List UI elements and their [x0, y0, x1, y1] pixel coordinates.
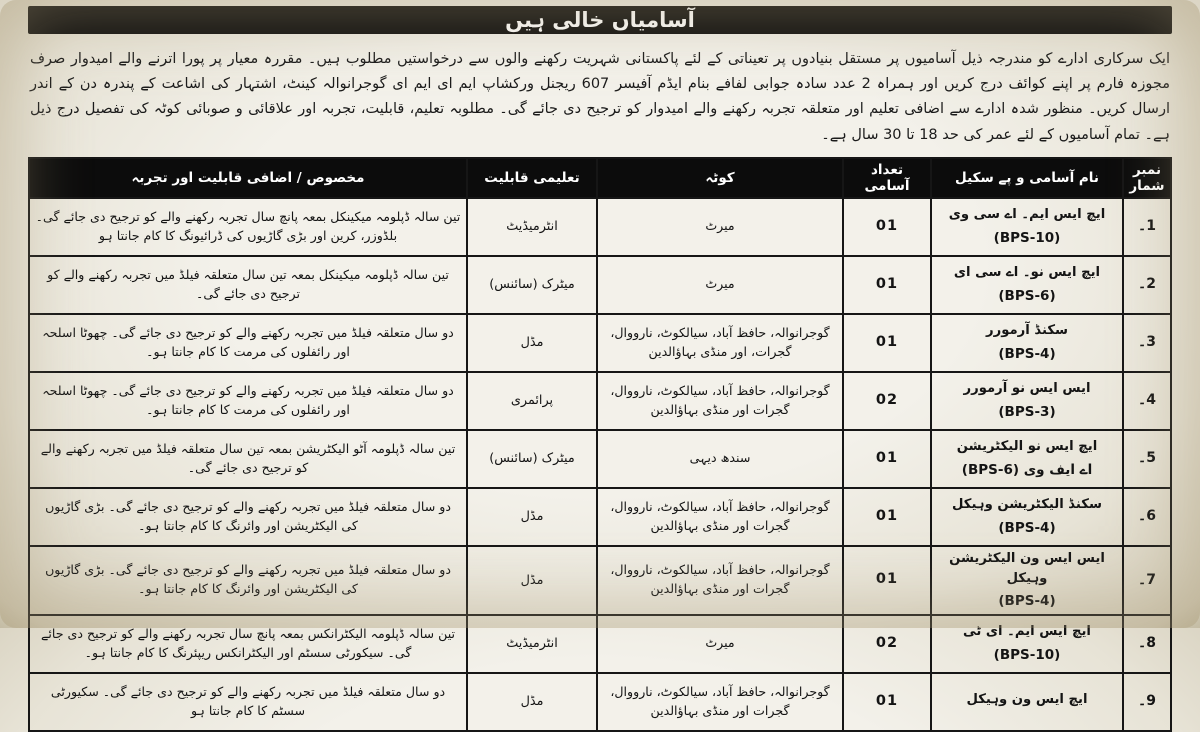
quota-cell: گوجرانوالہ، حافظ آباد، سیالکوٹ، نارووال، گجرات اور منڈی بہاؤالدین: [597, 488, 843, 546]
post-scale: ‎(BPS-4)‎: [998, 593, 1056, 610]
quota-cell: گوجرانوالہ، حافظ آباد، سیالکوٹ، نارووال، گجرات اور منڈی بہاؤالدین: [597, 372, 843, 430]
count-cell: 02: [843, 615, 931, 673]
experience-cell: تین سالہ ڈپلومہ الیکٹرانکس بمعہ پانچ سال تجربہ رکھنے والے کو ترجیح دی جائے گی۔ سیکورٹی سسٹم اور الیکٹرانکس ریپئرنگ کا کام جانتا ہو۔: [29, 615, 467, 673]
education-cell: میٹرک (سائنس): [467, 256, 597, 314]
post-name: سکنڈ الیکٹریشن وہیکل: [952, 497, 1102, 513]
quota-cell: گوجرانوالہ، حافظ آباد، سیالکوٹ، نارووال، گجرات اور منڈی بہاؤالدین: [597, 673, 843, 731]
table-row: [29, 673, 1171, 731]
post-name-cell: [931, 372, 1123, 430]
col-header-post-name: نام آسامی و پے سکیل: [931, 158, 1123, 198]
table-row: [29, 546, 1171, 615]
col-header-experience: مخصوص / اضافی قابلیت اور تجربہ: [29, 158, 467, 198]
education-cell: مڈل: [467, 488, 597, 546]
intro-paragraph: ایک سرکاری ادارے کو مندرجہ ذیل آسامیوں پر مستقل بنیادوں پر تعیناتی کے لئے پاکستانی شہریت رکھنے والوں سے درخواستیں مطلوب ہیں۔ مقررہ معیار پر پورا اترنے والے امیدوار صرف مجوزہ فارم پر اپنے کوائف درج کریں اور ہمراہ 2 عدد سادہ جوابی لفافے بنام ایڈم آفیسر 607 ریجنل ورکشاپ ایم ای ایم ای گوجرانوالہ کینٹ، اشتہار کی اشاعت کے پندرہ دن کے اندر ارسال کریں۔ منظور شدہ ادارے سے اضافی تعلیم اور متعلقہ تجربہ رکھنے والے امیدوار کو ترجیح دی جائے گی۔ مطلوبہ تعلیم، قابلیت، تجربہ اور علاقائی و صوبائی کوٹہ کی تفصیل درج ذیل ہے۔ تمام آسامیوں کے لئے عمر کی حد 18 تا 30 سال ہے۔: [30, 51, 1170, 143]
post-name: سکنڈ آرمورر: [986, 323, 1068, 339]
post-scale: اے ایف وی ‎(BPS-6)‎: [961, 462, 1093, 479]
table-row: [29, 372, 1171, 430]
serial-cell: 6۔: [1123, 488, 1171, 546]
serial-cell: 1۔: [1123, 198, 1171, 256]
post-name: ایچ ایس ایم۔ ای ٹی: [963, 624, 1091, 640]
post-name-cell: [931, 615, 1123, 673]
post-name: ایچ ایس نو۔ اے سی ای: [953, 265, 1101, 281]
quota-cell: گوجرانوالہ، حافظ آباد، سیالکوٹ، نارووال، گجرات، اور منڈی بہاؤالدین: [597, 314, 843, 372]
col-header-count: تعداد آسامی: [843, 158, 931, 198]
quota-cell: میرٹ: [597, 198, 843, 256]
serial-cell: 7۔: [1123, 546, 1171, 615]
ad-title: آسامیاں خالی ہیں: [505, 8, 695, 32]
experience-cell: دو سال متعلقہ فیلڈ میں تجربہ رکھنے والے کو ترجیح دی جائے گی۔ سکیورٹی سسٹم کا کام جانتا ہو: [29, 673, 467, 731]
post-name-cell: [931, 546, 1123, 615]
quota-cell: میرٹ: [597, 256, 843, 314]
experience-cell: دو سال متعلقہ فیلڈ میں تجربہ رکھنے والے کو ترجیح دی جائے گی۔ بڑی گاڑیوں کی الیکٹریشن اور وائرنگ کا کام جانتا ہو۔: [29, 546, 467, 615]
count-cell: 01: [843, 256, 931, 314]
serial-cell: 8۔: [1123, 615, 1171, 673]
table-row: [29, 488, 1171, 546]
col-header-education: تعلیمی قابلیت: [467, 158, 597, 198]
table-row: [29, 430, 1171, 488]
count-cell: 01: [843, 430, 931, 488]
experience-cell: تین سالہ ڈپلومہ میکینکل بمعہ پانچ سال تجربہ رکھنے والے کو ترجیح دی جائے گی۔ بلڈوزر، کرین اور بڑی گاڑیوں کی ڈرائیونگ کا کام جانتا ہو: [29, 198, 467, 256]
col-header-serial: نمبر شمار: [1123, 158, 1171, 198]
post-name-cell: [931, 488, 1123, 546]
count-cell: 01: [843, 314, 931, 372]
serial-cell: 9۔: [1123, 673, 1171, 731]
education-cell: مڈل: [467, 314, 597, 372]
education-cell: انٹرمیڈیٹ: [467, 198, 597, 256]
post-name: ایچ ایس نو الیکٹریشن: [956, 439, 1098, 455]
vacancy-table: [28, 157, 1172, 732]
experience-cell: دو سال متعلقہ فیلڈ میں تجربہ رکھنے والے کو ترجیح دی جائے گی۔ چھوٹا اسلحہ اور رائفلوں کی مرمت کا کام جانتا ہو۔: [29, 314, 467, 372]
table-header-row: [29, 158, 1171, 198]
count-cell: 02: [843, 372, 931, 430]
education-cell: میٹرک (سائنس): [467, 430, 597, 488]
count-cell: 01: [843, 198, 931, 256]
post-name: ایچ ایس ون وہیکل: [966, 692, 1088, 708]
col-header-quota: کوٹہ: [597, 158, 843, 198]
serial-cell: 2۔: [1123, 256, 1171, 314]
education-cell: انٹرمیڈیٹ: [467, 615, 597, 673]
post-name-cell: [931, 430, 1123, 488]
experience-cell: تین سالہ ڈپلومہ آٹو الیکٹریشن بمعہ تین سال متعلقہ فیلڈ میں تجربہ رکھنے والے کو ترجیح دی جائے گی۔: [29, 430, 467, 488]
post-name-cell: [931, 673, 1123, 731]
post-name-cell: [931, 314, 1123, 372]
quota-cell: سندھ دیہی: [597, 430, 843, 488]
post-name: ایچ ایس ایم۔ اے سی وی: [948, 207, 1106, 223]
education-cell: مڈل: [467, 546, 597, 615]
post-scale: ‎(BPS-6)‎: [998, 288, 1056, 305]
count-cell: 01: [843, 546, 931, 615]
serial-cell: 3۔: [1123, 314, 1171, 372]
post-name: ایس ایس نو آرمورر: [963, 381, 1091, 397]
table-row: [29, 198, 1171, 256]
ad-title-bar: [28, 6, 1172, 34]
count-cell: 01: [843, 673, 931, 731]
experience-cell: تین سالہ ڈپلومہ میکینکل بمعہ تین سال متعلقہ فیلڈ میں تجربہ رکھنے والے کو ترجیح دی جائے گی۔: [29, 256, 467, 314]
post-name: ایس ایس ون الیکٹریشن وہیکل: [949, 550, 1105, 586]
post-name-cell: [931, 198, 1123, 256]
post-scale: ‎(BPS-10)‎: [993, 230, 1061, 247]
experience-cell: دو سال متعلقہ فیلڈ میں تجربہ رکھنے والے کو ترجیح دی جائے گی۔ بڑی گاڑیوں کی الیکٹریشن اور وائرنگ کا کام جانتا ہو۔: [29, 488, 467, 546]
table-row: [29, 256, 1171, 314]
post-scale: ‎(BPS-4)‎: [998, 520, 1056, 537]
experience-cell: دو سال متعلقہ فیلڈ میں تجربہ رکھنے والے کو ترجیح دی جائے گی۔ چھوٹا اسلحہ اور رائفلوں کی مرمت کا کام جانتا ہو۔: [29, 372, 467, 430]
table-row: [29, 314, 1171, 372]
post-scale: ‎(BPS-10)‎: [993, 646, 1061, 663]
post-scale: ‎(BPS-3)‎: [998, 404, 1056, 421]
count-cell: 01: [843, 488, 931, 546]
education-cell: پرائمری: [467, 372, 597, 430]
post-name-cell: [931, 256, 1123, 314]
post-scale: ‎(BPS-4)‎: [998, 346, 1056, 363]
serial-cell: 5۔: [1123, 430, 1171, 488]
quota-cell: گوجرانوالہ، حافظ آباد، سیالکوٹ، نارووال، گجرات اور منڈی بہاؤالدین: [597, 546, 843, 615]
quota-cell: میرٹ: [597, 615, 843, 673]
table-row: [29, 615, 1171, 673]
education-cell: مڈل: [467, 673, 597, 731]
serial-cell: 4۔: [1123, 372, 1171, 430]
